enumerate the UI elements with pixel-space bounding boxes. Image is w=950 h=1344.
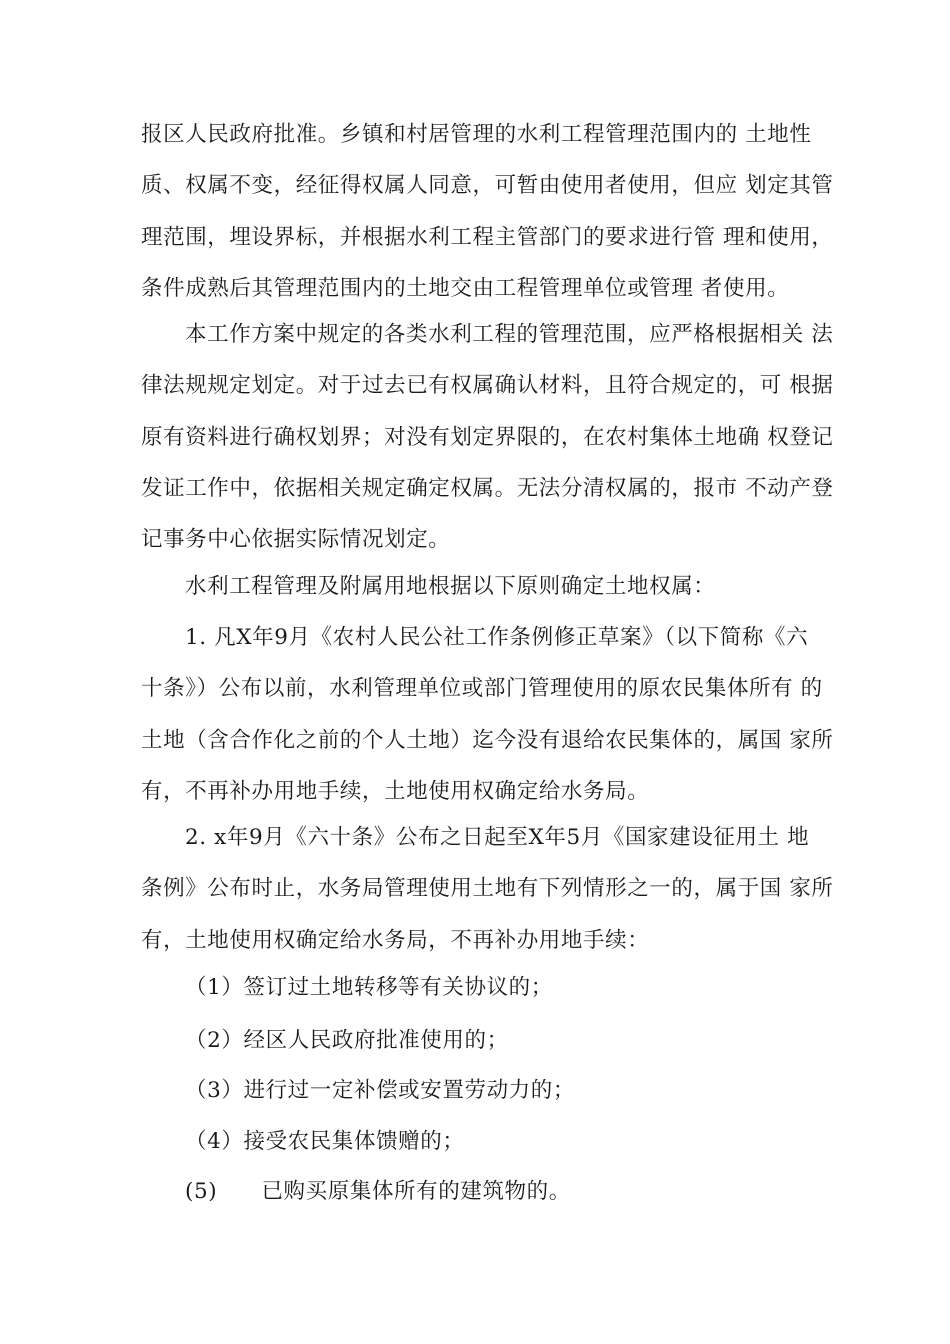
list-item-2 [141,1015,821,1066]
text-line: 土地（含合作化之前的个人土地）迄今没有退给农民集体的，属国 家所 [141,727,834,753]
text-line: （3）进行过一定补偿或安置劳动力的； [185,1078,575,1103]
text-line: 原有资料进行确权划界；对没有划定界限的，在农村集体土地确 权登记 [141,424,834,450]
text-line: 有，土地使用权确定给水务局，不再补办用地手续： [141,927,650,953]
text-line: 发证工作中，依据相关规定确定权属。无法分清权属的，报市 不动产登 [141,475,834,501]
list-item-3 [141,1065,821,1116]
paragraph-1 [141,109,834,314]
list-item-5 [141,1166,821,1217]
text-line: 1. 凡X年9月《农村人民公社工作条例修正草案》（以下简称《六 [185,625,809,650]
text-line: 律法规规定划定。对于过去已有权属确认材料，且符合规定的，可 根据 [141,373,834,399]
list-item-1 [141,962,821,1013]
text-line: 十条》）公布以前，水利管理单位或部门管理使用的原农民集体所有 的 [141,676,823,702]
paragraph-3 [141,561,821,612]
text-line: 报区人民政府批准。乡镇和村居管理的水利工程管理范围内的 土地性 [141,122,812,147]
paragraph-4 [141,612,834,817]
list-item-4 [141,1116,821,1167]
text-line: 本工作方案中规定的各类水利工程的管理范围，应严格根据相关 法 [185,322,834,347]
text-line: 水利工程管理及附属用地根据以下原则确定土地权属： [185,574,716,599]
text-line: 理范围，埋设界标，并根据水利工程主管部门的要求进行管 理和使用， [141,224,834,250]
text-line: 有，不再补办用地手续，土地使用权确定给水务局。 [141,778,650,804]
paragraph-5 [141,812,834,966]
paragraph-2 [141,309,834,565]
text-line: 记事务中心依据实际情况划定。 [141,527,451,553]
text-line: 质、权属不变，经征得权属人同意，可暂由使用者使用，但应 划定其管 [141,173,834,199]
text-line: （4）接受农民集体馈赠的； [185,1129,465,1154]
text-line: 条例》公布时止，水务局管理使用土地有下列情形之一的，属于国 家所 [141,876,834,902]
text-line: （1）签订过土地转移等有关协议的； [185,975,553,1000]
text-line: （2）经区人民政府批准使用的； [185,1028,509,1053]
text-line: (5) 已购买原集体所有的建筑物的。 [185,1179,571,1204]
text-line: 2. x年9月《六十条》公布之日起至X年5月《国家建设征用土 地 [185,825,810,850]
text-line: 条件成熟后其管理范围内的土地交由工程管理单位或管理 者使用。 [141,275,790,301]
